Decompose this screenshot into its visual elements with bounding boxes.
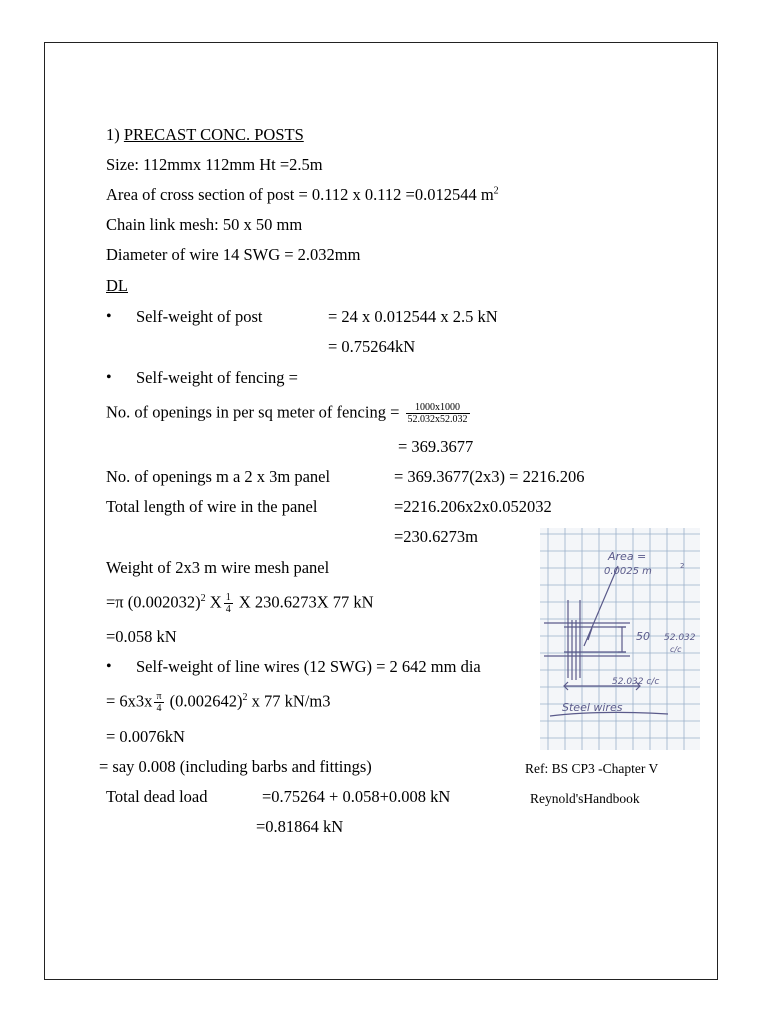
panel-label: No. of openings m a 2 x 3m panel (106, 467, 331, 486)
bullet-3: • (106, 658, 112, 675)
post-label: Self-weight of post (136, 307, 263, 326)
heading-number: 1) (106, 125, 120, 144)
sketch-dim-50: 50 (636, 630, 650, 643)
pi-quarter-fraction (154, 691, 163, 714)
say-line: = say 0.008 (including barbs and fittings) (99, 757, 372, 776)
wire-diameter-line: Diameter of wire 14 SWG = 2.032mm (106, 245, 361, 264)
area-line (106, 185, 499, 205)
length-label: Total length of wire in the panel (106, 497, 318, 516)
quarter-den: 4 (225, 604, 231, 615)
weight-eq-part-a: =π (0.002032) (106, 592, 201, 612)
openings-line (106, 402, 472, 425)
total-equation: =0.75264 + 0.058+0.008 kN (262, 787, 451, 806)
pi-num: π (156, 691, 162, 702)
line-eq-exponent: 2 (242, 691, 248, 703)
reference-2: Reynold'sHandbook (530, 791, 640, 806)
total-result: =0.81864 kN (256, 817, 344, 836)
sketch-area-value: 0.0025 m (604, 566, 652, 577)
line-eq-part-a: = 6x3x (106, 691, 153, 711)
total-label: Total dead load (106, 787, 208, 806)
heading-title: PRECAST CONC. POSTS (123, 125, 304, 144)
line-eq-part-b: (0.002642) (165, 691, 243, 711)
openings-denominator: 52.032x52.032 (407, 414, 468, 425)
fencing-label: Self-weight of fencing = (136, 368, 298, 387)
sketch-area-label: Area = (608, 550, 647, 563)
sketch-caption: Steel wires (562, 701, 623, 714)
area-text: Area of cross section of post = 0.112 x 0.112 =0.012544 m (106, 185, 494, 204)
pi-den: 4 (156, 703, 162, 714)
bullet-1: • (106, 308, 112, 325)
length-result: =230.6273m (394, 527, 479, 546)
dl-heading: DL (106, 276, 128, 295)
mesh-sketch (540, 528, 700, 750)
weight-equation (106, 592, 374, 615)
openings-label: No. of openings in per sq meter of fencing = (106, 402, 400, 422)
weight-label: Weight of 2x3 m wire mesh panel (106, 558, 330, 577)
sketch-cc: c/c (670, 645, 682, 654)
line-eq-part-c: x 77 kN/m3 (247, 691, 331, 711)
mesh-line: Chain link mesh: 50 x 50 mm (106, 215, 303, 234)
area-exponent: 2 (493, 185, 499, 197)
weight-result: =0.058 kN (106, 627, 177, 646)
weight-eq-part-b: X (205, 592, 222, 612)
openings-numerator: 1000x1000 (406, 402, 470, 414)
openings-fraction (406, 402, 470, 425)
weight-eq-part-c: X 230.6273X 77 kN (234, 592, 374, 612)
size-line: Size: 112mmx 112mm Ht =2.5m (106, 155, 323, 174)
openings-result: = 369.3677 (398, 437, 474, 456)
post-result: = 0.75264kN (328, 337, 416, 356)
section-heading (106, 125, 304, 145)
line-wire-equation (106, 691, 330, 714)
sketch-area-exponent: 2 (680, 562, 685, 570)
panel-equation: = 369.3677(2x3) = 2216.206 (394, 467, 585, 486)
quarter-num: 1 (225, 592, 231, 603)
line-wire-result: = 0.0076kN (106, 727, 185, 746)
bullet-2: • (106, 369, 112, 386)
sketch-dim-52: 52.032 (664, 633, 696, 643)
quarter-fraction (224, 592, 233, 615)
sketch-dim-bottom: 52.032 c/c (612, 677, 660, 687)
length-equation: =2216.206x2x0.052032 (394, 497, 552, 516)
weight-eq-exponent: 2 (200, 592, 206, 604)
post-equation: = 24 x 0.012544 x 2.5 kN (328, 307, 498, 326)
reference-1: Ref: BS CP3 -Chapter V (525, 761, 659, 776)
line-wire-label: Self-weight of line wires (12 SWG) = 2 642 mm dia (136, 657, 481, 676)
